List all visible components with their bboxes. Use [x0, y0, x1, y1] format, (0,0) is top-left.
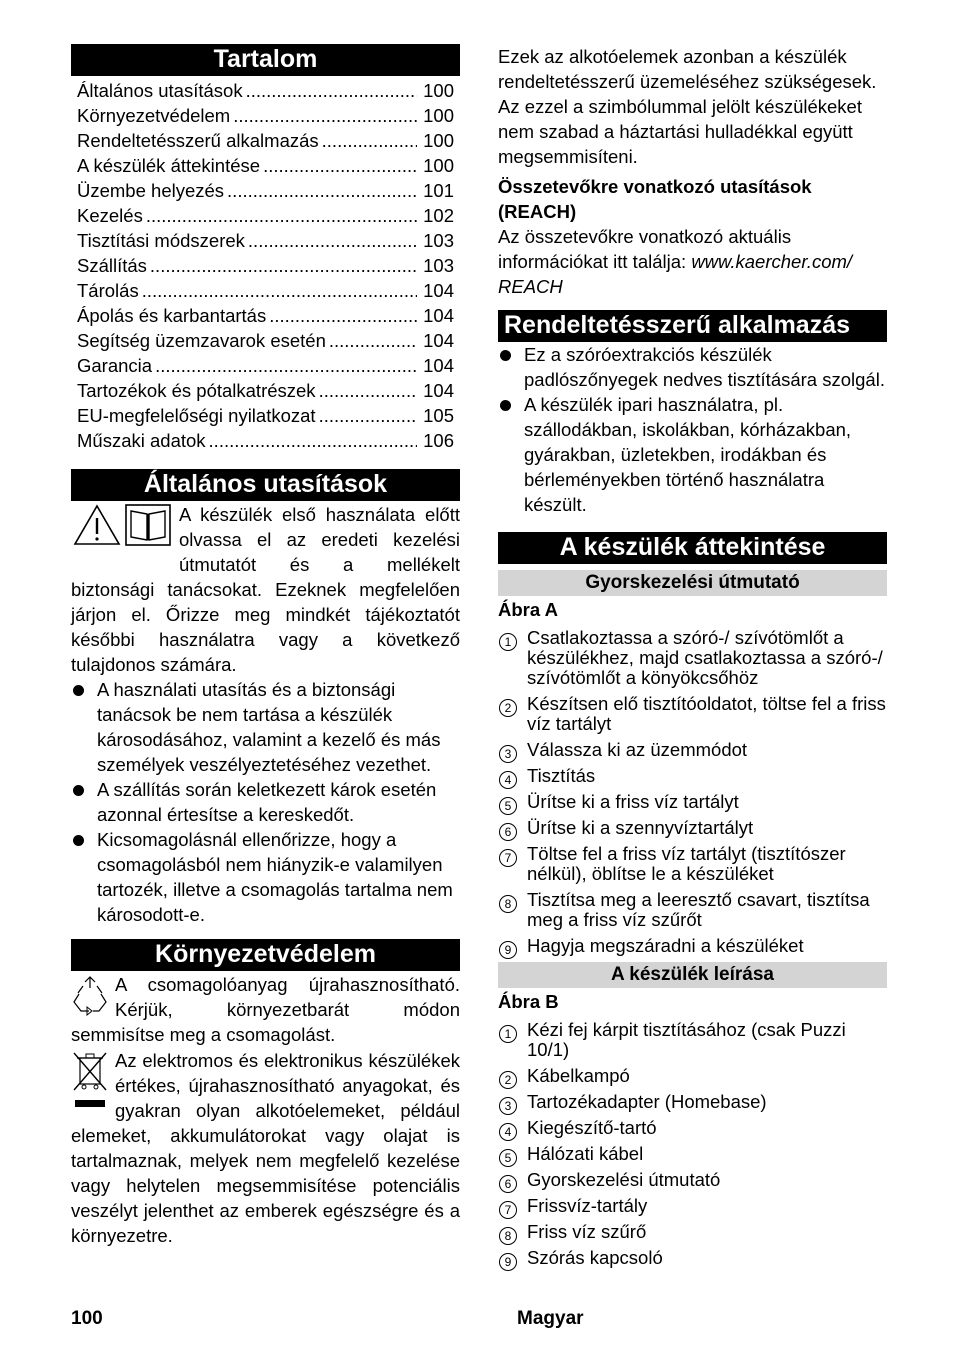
toc-entry-label: Környezetvédelem	[77, 105, 231, 126]
toc-entry-label: Általános utasítások	[77, 80, 243, 101]
numbered-item	[498, 818, 887, 838]
toc-entry[interactable]	[77, 228, 454, 253]
env-section	[71, 972, 460, 1248]
list-item	[71, 827, 460, 927]
list-item	[71, 777, 460, 827]
numbered-item-text: Tisztítás	[527, 765, 596, 786]
numbered-item	[498, 1092, 887, 1112]
general-intro: A készülék első használata előtt olvassa el az eredeti kezelési útmutatót és a mellékelt biztonsági tanácsokat. Ezeknek megfelelően járjon el. Őrizze meg mindkét tájékoztatót későbbi használatra vagy a következő tulajdonos számára.	[71, 504, 460, 675]
bullet-icon	[500, 400, 511, 411]
figure-a-label: Ábra A	[498, 599, 558, 620]
numbered-item-text: Hagyja megszáradni a készüléket	[527, 935, 804, 956]
toc-leader-dots	[269, 303, 417, 328]
list-item-text: A használati utasítás és a biztonsági tanácsok be nem tartása a készülék károsodásához, valamint a kezelő és más személyek veszélyeztetéséhez vezethet.	[97, 679, 441, 775]
toc-entry[interactable]	[77, 378, 454, 403]
toc-entry-label: Rendeltetésszerű alkalmazás	[77, 130, 319, 151]
toc-entry-page: 100	[423, 80, 454, 101]
list-item-text: Ez a szóróextrakciós készülék padlószőnyegek nedves tisztítására szolgál.	[524, 344, 885, 390]
toc-entry-label: Szállítás	[77, 255, 147, 276]
toc-entry-page: 106	[423, 430, 454, 451]
weee-bin-icon	[71, 1050, 109, 1118]
circled-number-icon: 2	[499, 1071, 517, 1089]
toc-entry[interactable]	[77, 253, 454, 278]
circled-number-icon: 2	[499, 699, 517, 717]
toc-leader-dots	[319, 403, 417, 428]
table-of-contents	[71, 76, 460, 453]
recycle-text: A csomagolóanyag újrahasznosítható. Kérjük, környezetbarát módon semmisítse meg a csomagolást.	[71, 974, 460, 1045]
circled-number-icon: 3	[499, 745, 517, 763]
overview-heading: A készülék áttekintése	[498, 532, 887, 564]
toc-entry-label: EU-megfelelőségi nyilatkozat	[77, 405, 316, 426]
toc-leader-dots	[233, 103, 417, 128]
circled-number-icon: 4	[499, 1123, 517, 1141]
toc-entry-label: Tárolás	[77, 280, 139, 301]
circled-number-icon: 4	[499, 771, 517, 789]
general-heading: Általános utasítások	[71, 469, 460, 501]
numbered-item	[498, 628, 887, 688]
numbered-item-text: Frissvíz-tartály	[527, 1195, 648, 1216]
toc-leader-dots	[142, 278, 417, 303]
toc-entry[interactable]	[77, 303, 454, 328]
numbered-item-text: Tartozékadapter (Homebase)	[527, 1091, 767, 1112]
toc-entry[interactable]	[77, 353, 454, 378]
quick-guide-heading: Gyorskezelési útmutató	[498, 570, 887, 596]
toc-leader-dots	[248, 228, 417, 253]
toc-entry-label: Kezelés	[77, 205, 143, 226]
numbered-item	[498, 1118, 887, 1138]
bullet-icon	[73, 835, 84, 846]
circled-number-icon: 6	[499, 823, 517, 841]
figure-b-label: Ábra B	[498, 991, 559, 1012]
numbered-item	[498, 740, 887, 760]
circled-number-icon: 9	[499, 1253, 517, 1271]
toc-heading: Tartalom	[71, 44, 460, 76]
toc-entry-label: Műszaki adatok	[77, 430, 206, 451]
toc-leader-dots	[150, 253, 417, 278]
numbered-item-text: Kiegészítő-tartó	[527, 1117, 657, 1138]
numbered-item-text: Friss víz szűrő	[527, 1221, 647, 1242]
toc-entry-label: Üzembe helyezés	[77, 180, 225, 201]
numbered-item-text: Kábelkampó	[527, 1065, 630, 1086]
toc-entry[interactable]	[77, 178, 454, 203]
toc-leader-dots	[319, 378, 417, 403]
circled-number-icon: 9	[499, 941, 517, 959]
recycle-icon	[71, 976, 109, 1022]
left-column	[71, 44, 460, 1248]
circled-number-icon: 8	[499, 895, 517, 913]
warning-manual-icon	[71, 502, 173, 554]
toc-entry[interactable]	[77, 328, 454, 353]
toc-leader-dots	[227, 178, 417, 203]
intended-use-list	[498, 342, 887, 517]
quick-steps-list	[498, 628, 887, 956]
reach-heading: Összetevőkre vonatkozó utasítások (REACH)	[498, 176, 812, 222]
numbered-item	[498, 1170, 887, 1190]
numbered-item	[498, 1196, 887, 1216]
toc-entry-page: 104	[423, 305, 454, 326]
general-bullet-list	[71, 677, 460, 927]
numbered-item	[498, 766, 887, 786]
toc-entry[interactable]	[77, 103, 454, 128]
toc-entry-page: 100	[423, 130, 454, 151]
toc-entry-page: 102	[423, 205, 454, 226]
bullet-icon	[73, 685, 84, 696]
toc-leader-dots	[322, 128, 417, 153]
numbered-item	[498, 1248, 887, 1268]
circled-number-icon: 5	[499, 797, 517, 815]
numbered-item	[498, 1066, 887, 1086]
toc-entry-label: Tartozékok és pótalkatrészek	[77, 380, 316, 401]
circled-number-icon: 6	[499, 1175, 517, 1193]
env-heading: Környezetvédelem	[71, 939, 460, 971]
list-item-text: Kicsomagolásnál ellenőrizze, hogy a csomagolásból nem hiányzik-e valamilyen tartozék, illetve a csomagolás tartalma nem károsodott-e.	[97, 829, 453, 925]
numbered-item	[498, 694, 887, 734]
toc-leader-dots	[246, 78, 417, 103]
circled-number-icon: 1	[499, 633, 517, 651]
reach-text	[498, 224, 887, 299]
toc-entry[interactable]	[77, 153, 454, 178]
reach-label: Az összetevőkre vonatkozó aktuális információkat itt találja:	[498, 226, 792, 272]
toc-leader-dots	[329, 328, 417, 353]
toc-entry-page: 100	[423, 155, 454, 176]
circled-number-icon: 8	[499, 1227, 517, 1245]
bullet-icon	[73, 785, 84, 796]
toc-entry-label: Tisztítási módszerek	[77, 230, 245, 251]
list-item-text: A szállítás során keletkezett károk esetén azonnal értesítse a kereskedőt.	[97, 779, 437, 825]
toc-entry-page: 103	[423, 230, 454, 251]
toc-entry-page: 104	[423, 380, 454, 401]
list-item	[498, 392, 887, 517]
toc-entry[interactable]	[77, 403, 454, 428]
toc-entry[interactable]	[77, 128, 454, 153]
toc-entry-page: 104	[423, 330, 454, 351]
circled-number-icon: 7	[499, 849, 517, 867]
toc-entry-label: Segítség üzemzavarok esetén	[77, 330, 326, 351]
page-number: 100	[71, 1308, 103, 1329]
numbered-item	[498, 936, 887, 956]
weee-continuation: Ezek az alkotóelemek azonban a készülék rendeltetésszerű üzemeléséhez szükségesek. Az ezzel a szimbólummal jelölt készülékeket nem szabad a háztartási hulladékkal együtt megsemmisíteni.	[498, 46, 877, 167]
numbered-item-text: Válassza ki az üzemmódot	[527, 739, 748, 760]
general-section	[71, 502, 460, 927]
toc-entry-label: A készülék áttekintése	[77, 155, 261, 176]
toc-entry-label: Garancia	[77, 355, 153, 376]
circled-number-icon: 3	[499, 1097, 517, 1115]
numbered-item	[498, 1144, 887, 1164]
bullet-icon	[500, 350, 511, 361]
numbered-item-text: Gyorskezelési útmutató	[527, 1169, 721, 1190]
toc-leader-dots	[155, 353, 417, 378]
numbered-item-text: Ürítse ki a friss víz tartályt	[527, 791, 739, 812]
toc-leader-dots	[209, 428, 417, 453]
circled-number-icon: 5	[499, 1149, 517, 1167]
numbered-item-text: Készítsen elő tisztítóoldatot, töltse fel a friss víz tartályt	[527, 693, 886, 734]
circled-number-icon: 1	[499, 1025, 517, 1043]
toc-entry-page: 103	[423, 255, 454, 276]
toc-entry[interactable]	[77, 428, 454, 453]
weee-text: Az elektromos és elektronikus készülékek értékes, újrahasznosítható anyagokat, és gyakran olyan alkotóelemeket, például elemeket, akkumulátorokat vagy olajat is tartalmaznak, melyek nem megfelelő kezelése vagy helytelen megsemmisítése potenciális veszélyt jelenthet az emberek egészségre és a környezetre.	[71, 1050, 460, 1246]
right-column	[498, 44, 887, 1274]
list-item	[498, 342, 887, 392]
numbered-item	[498, 792, 887, 812]
toc-entry[interactable]	[77, 203, 454, 228]
toc-entry-label: Ápolás és karbantartás	[77, 305, 267, 326]
numbered-item	[498, 890, 887, 930]
list-item	[71, 677, 460, 777]
numbered-item	[498, 844, 887, 884]
numbered-item	[498, 1020, 887, 1060]
toc-entry-page: 104	[423, 355, 454, 376]
language-label: Magyar	[517, 1308, 584, 1329]
toc-entry-page: 100	[423, 105, 454, 126]
toc-leader-dots	[263, 153, 417, 178]
toc-leader-dots	[146, 203, 417, 228]
toc-entry[interactable]	[77, 278, 454, 303]
numbered-item	[498, 1222, 887, 1242]
numbered-item-text: Szórás kapcsoló	[527, 1247, 663, 1268]
toc-entry-page: 104	[423, 280, 454, 301]
device-desc-heading: A készülék leírása	[498, 962, 887, 988]
numbered-item-text: Hálózati kábel	[527, 1143, 644, 1164]
parts-list	[498, 1020, 887, 1268]
reach-link[interactable]: www.kaercher.com/ REACH	[498, 251, 853, 297]
list-item-text: A készülék ipari használatra, pl. szállodákban, iskolákban, kórházakban, gyárakban, üzletekben, irodákban és bérleményekben történő használatra készült.	[524, 394, 852, 515]
toc-entry-page: 101	[423, 180, 454, 201]
toc-entry[interactable]	[77, 78, 454, 103]
circled-number-icon: 7	[499, 1201, 517, 1219]
numbered-item-text: Kézi fej kárpit tisztításához (csak Puzzi 10/1)	[527, 1019, 846, 1060]
numbered-item-text: Töltse fel a friss víz tartályt (tisztítószer nélkül), öblítse le a készüléket	[527, 843, 846, 884]
toc-entry-page: 105	[423, 405, 454, 426]
numbered-item-text: Csatlakoztassa a szóró-/ szívótömlőt a készülékhez, majd csatlakoztassa a szóró-/ szívótömlőt a könyökcsőhöz	[527, 627, 883, 688]
intended-use-heading: Rendeltetésszerű alkalmazás	[498, 310, 887, 342]
numbered-item-text: Ürítse ki a szennyvíztartályt	[527, 817, 754, 838]
numbered-item-text: Tisztítsa meg a leeresztő csavart, tisztítsa meg a friss víz szűrőt	[527, 889, 870, 930]
